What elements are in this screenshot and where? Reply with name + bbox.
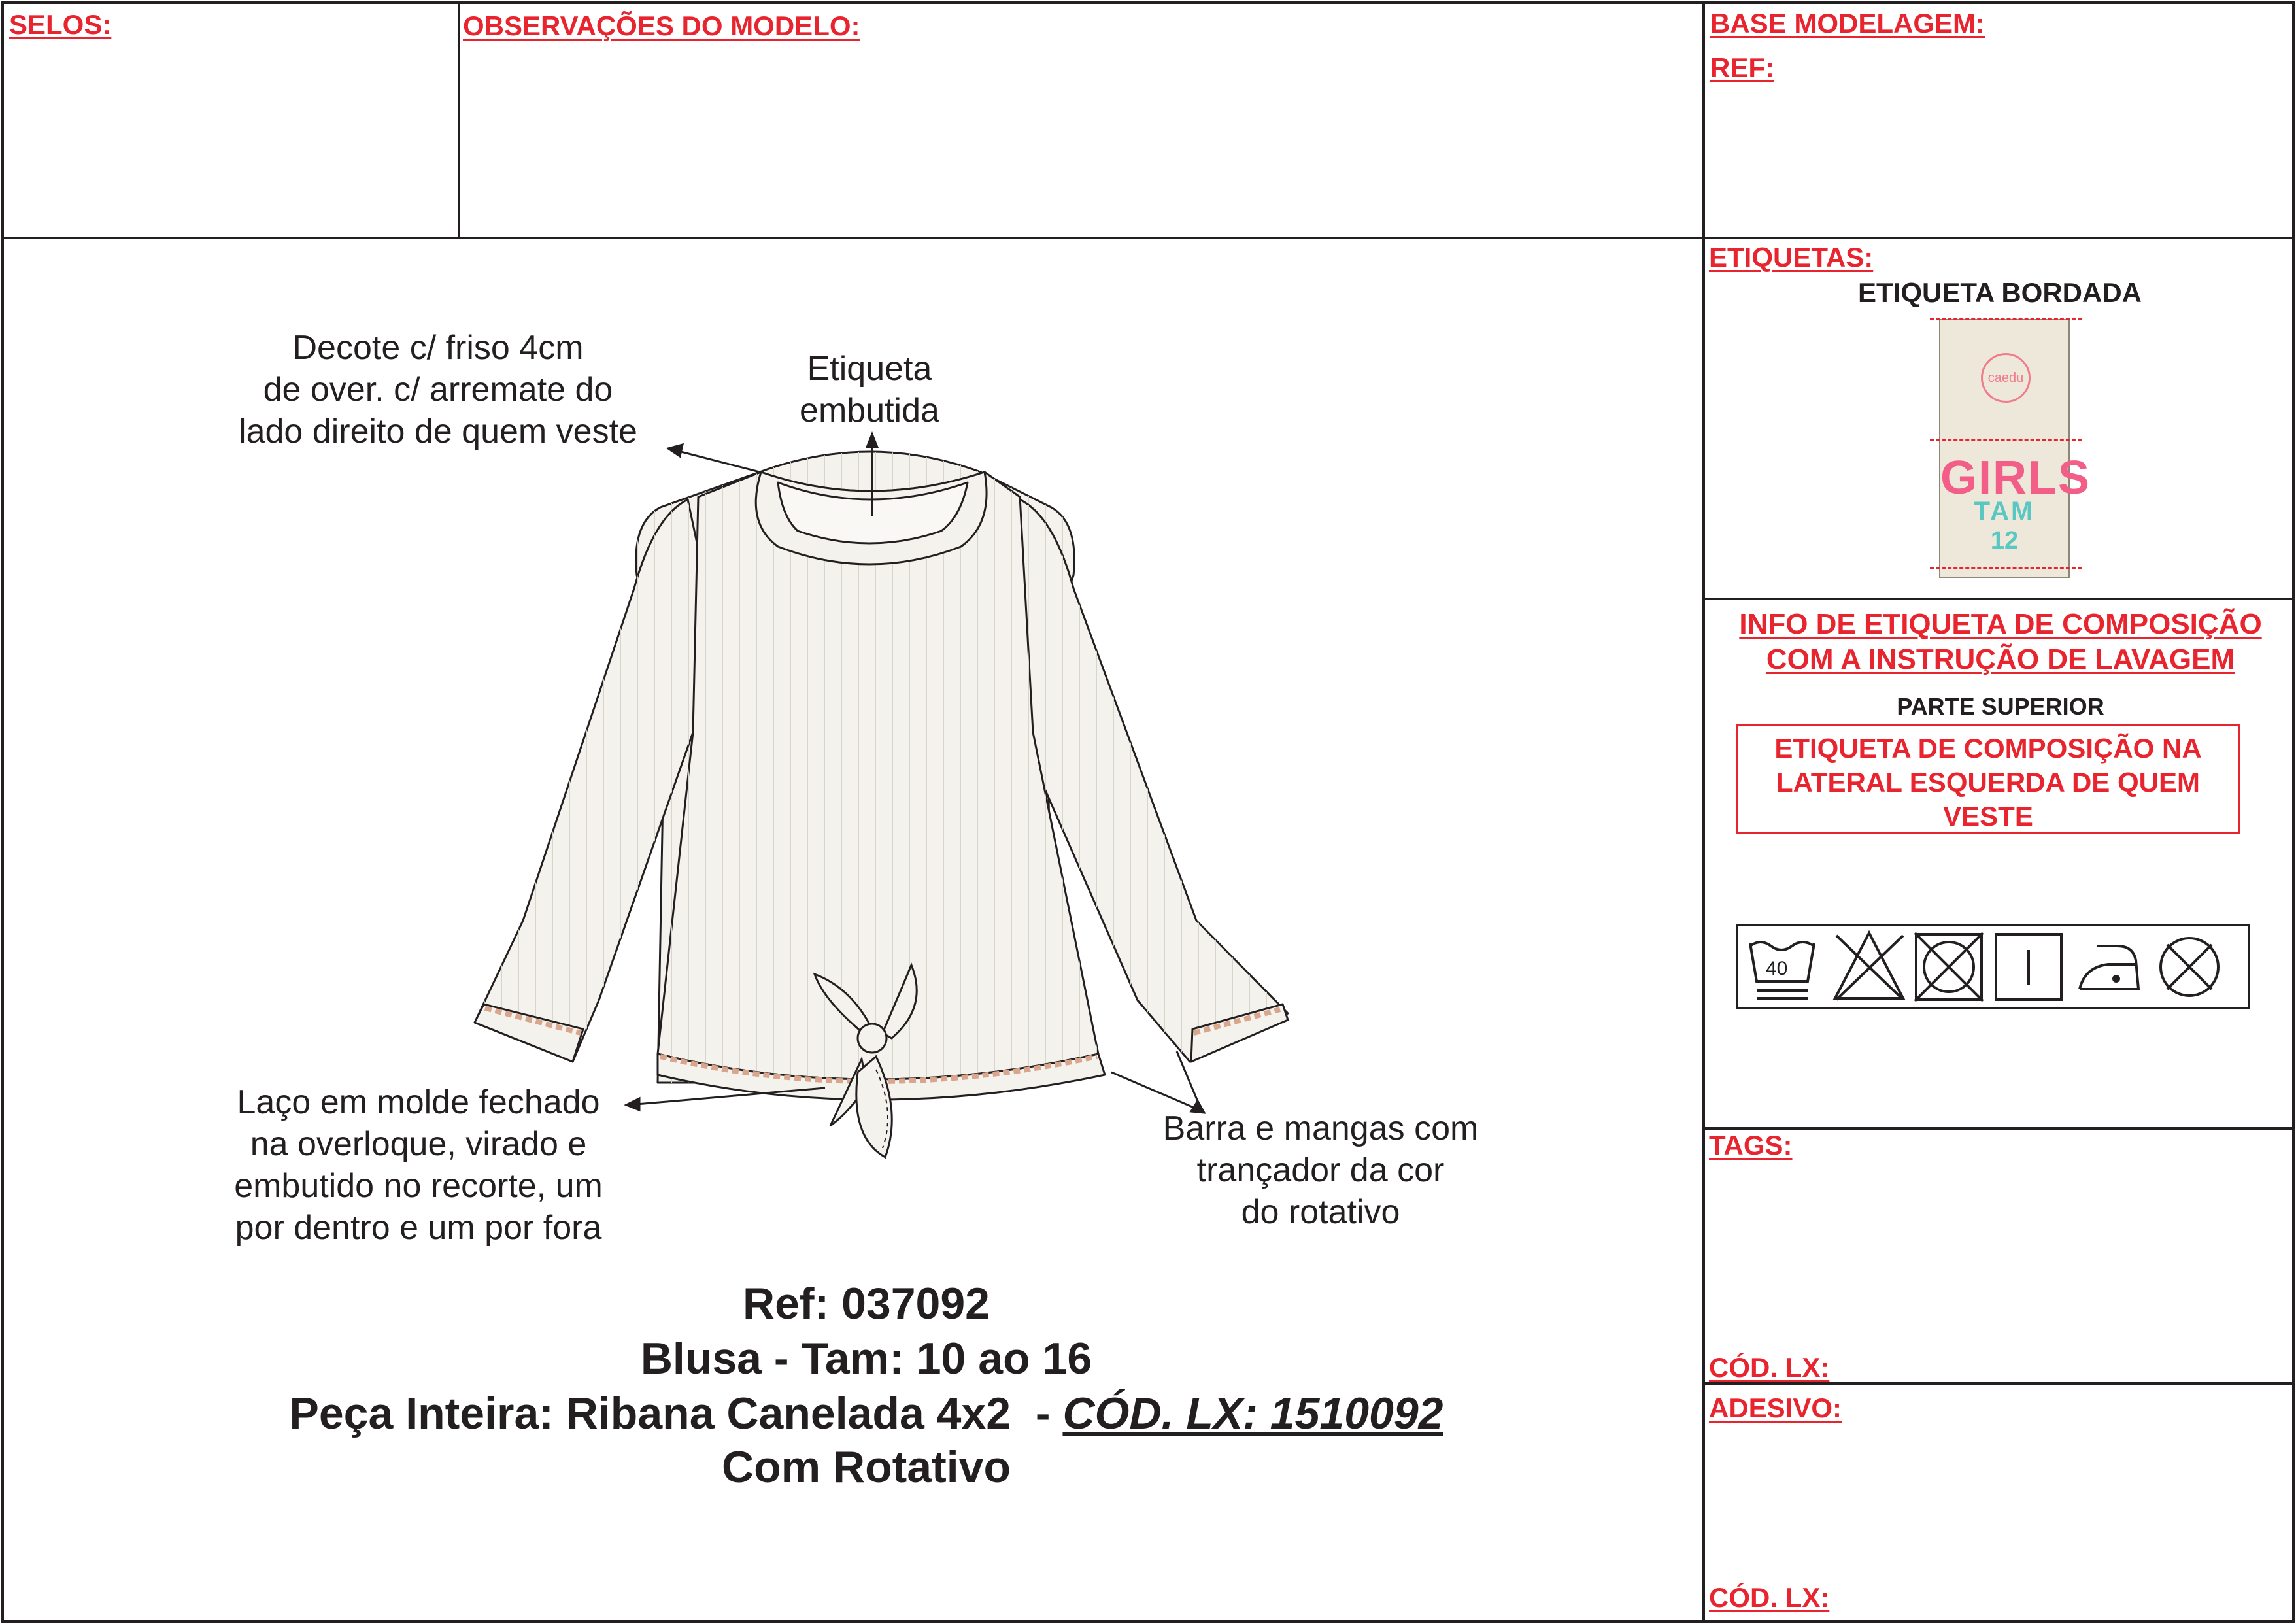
composicao-line-3: VESTE xyxy=(1943,801,2033,832)
no-dry-clean-icon xyxy=(2161,938,2218,996)
etiqueta-bordada-label: ETIQUETA BORDADA xyxy=(1858,277,2142,308)
line-dry-icon xyxy=(1996,934,2061,1000)
label-girls: GIRLS xyxy=(1940,452,2091,504)
decote-note xyxy=(196,327,680,452)
no-bleach-icon xyxy=(1835,933,1903,1000)
ref-title: Ref: 037092 xyxy=(742,1279,990,1328)
laco-note xyxy=(196,1081,641,1249)
wash-40-icon xyxy=(1750,942,1814,998)
parte-superior-label: PARTE SUPERIOR xyxy=(1897,693,2104,720)
etiqueta-note xyxy=(745,348,994,431)
care-symbols xyxy=(1736,924,2250,1009)
peca-title xyxy=(209,1386,1523,1441)
tags-label: TAGS: xyxy=(1709,1130,1793,1160)
caedu-logo-icon: caedu xyxy=(1981,353,2031,403)
info-title-line-2: COM A INSTRUÇÃO DE LAVAGEM xyxy=(1766,643,2235,675)
laco-note-line-3: embutido no recorte, um xyxy=(234,1167,603,1205)
base-modelagem-label: BASE MODELAGEM: xyxy=(1710,8,1985,39)
composicao-box xyxy=(1736,724,2240,834)
decote-note-line-3: lado direito de quem veste xyxy=(239,413,637,450)
laco-note-line-1: Laço em molde fechado xyxy=(237,1083,600,1121)
embroidered-label xyxy=(1939,319,2091,578)
wash-temp: 40 xyxy=(1766,958,1788,979)
observacoes-label: OBSERVAÇÕES DO MODELO: xyxy=(463,10,860,41)
tags-box xyxy=(1702,1127,2295,1385)
tie-knot xyxy=(858,1024,886,1053)
selos-label: SELOS: xyxy=(9,9,112,40)
no-tumble-dry-icon xyxy=(1915,933,1983,1001)
etiqueta-note-line-2: embutida xyxy=(800,392,939,430)
blusa-title: Blusa - Tam: 10 ao 16 xyxy=(640,1334,1092,1383)
rotativo-title: Com Rotativo xyxy=(722,1442,1011,1492)
peca-prefix: Peça Inteira: Ribana Canelada 4x2 - xyxy=(289,1389,1063,1438)
barra-note-line-1: Barra e mangas com xyxy=(1162,1109,1479,1147)
cod-lx-label-1: CÓD. LX: xyxy=(1709,1352,1830,1383)
info-composicao-box xyxy=(1702,598,2295,1130)
composicao-line-2: LATERAL ESQUERDA DE QUEM xyxy=(1776,767,2200,798)
decote-note-line-2: de over. c/ arremate do xyxy=(263,371,613,409)
etiquetas-label: ETIQUETAS: xyxy=(1709,242,1874,273)
decote-note-line-1: Decote c/ friso 4cm xyxy=(292,329,584,367)
barra-note-line-3: do rotativo xyxy=(1241,1193,1400,1231)
etiqueta-note-line-1: Etiqueta xyxy=(807,350,932,388)
adesivo-label: ADESIVO: xyxy=(1709,1393,1842,1423)
barra-note-line-2: trançador da cor xyxy=(1196,1151,1445,1189)
iron-low-icon xyxy=(2080,946,2138,989)
laco-note-line-2: na overloque, virado e xyxy=(250,1125,587,1163)
laco-note-line-4: por dentro e um por fora xyxy=(235,1209,602,1247)
barra-note xyxy=(1124,1108,1517,1233)
decote-arrow xyxy=(673,450,760,472)
ref-label: REF: xyxy=(1710,52,1774,83)
info-title-line-1: INFO DE ETIQUETA DE COMPOSIÇÃO xyxy=(1739,608,2262,640)
label-size: 12 xyxy=(1990,527,2019,554)
peca-code: CÓD. LX: 1510092 xyxy=(1062,1389,1443,1438)
label-tam: TAM xyxy=(1974,497,2035,526)
cod-lx-label-2: CÓD. LX: xyxy=(1709,1582,1830,1613)
composicao-line-1: ETIQUETA DE COMPOSIÇÃO NA xyxy=(1774,733,2202,764)
